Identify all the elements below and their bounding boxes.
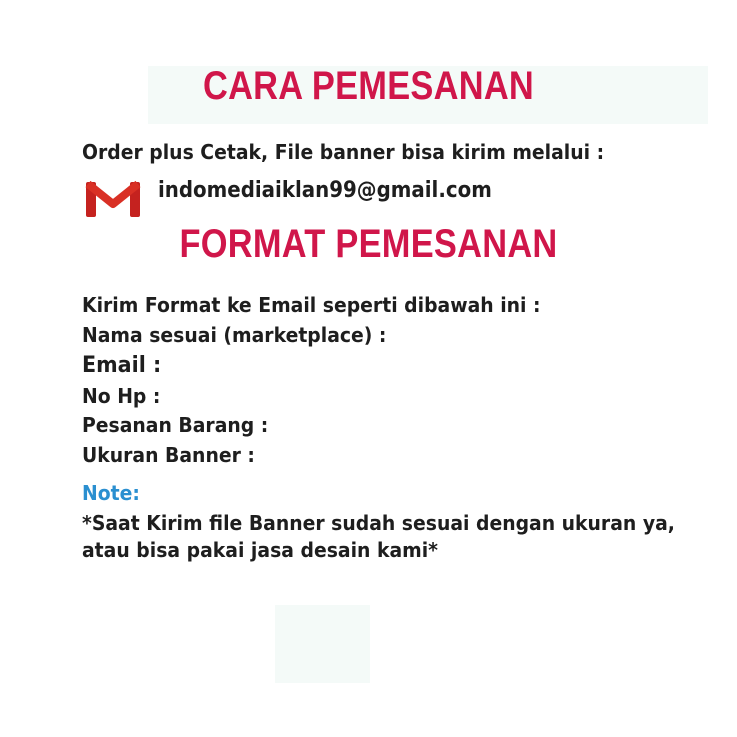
gmail-icon	[85, 178, 141, 218]
field-ukuran-banner: Ukuran Banner :	[82, 443, 255, 467]
background-panel	[275, 605, 370, 683]
order-intro-text: Order plus Cetak, File banner bisa kirim melalui :	[82, 140, 605, 164]
format-intro-text: Kirim Format ke Email seperti dibawah ini :	[82, 293, 541, 317]
field-email: Email :	[82, 353, 162, 378]
field-pesanan-barang: Pesanan Barang :	[82, 413, 269, 437]
field-nama: Nama sesuai (marketplace) :	[82, 323, 387, 347]
note-line-2: atau bisa pakai jasa desain kami*	[82, 538, 439, 562]
email-address[interactable]: indomediaiklan99@gmail.com	[158, 178, 492, 203]
format-pemesanan-heading: FORMAT PEMESANAN	[179, 222, 558, 266]
note-line-1: *Saat Kirim file Banner sudah sesuai dengan ukuran ya,	[82, 511, 675, 535]
note-label: Note:	[82, 481, 140, 505]
cara-pemesanan-heading: CARA PEMESANAN	[202, 64, 535, 108]
field-no-hp: No Hp :	[82, 384, 161, 408]
